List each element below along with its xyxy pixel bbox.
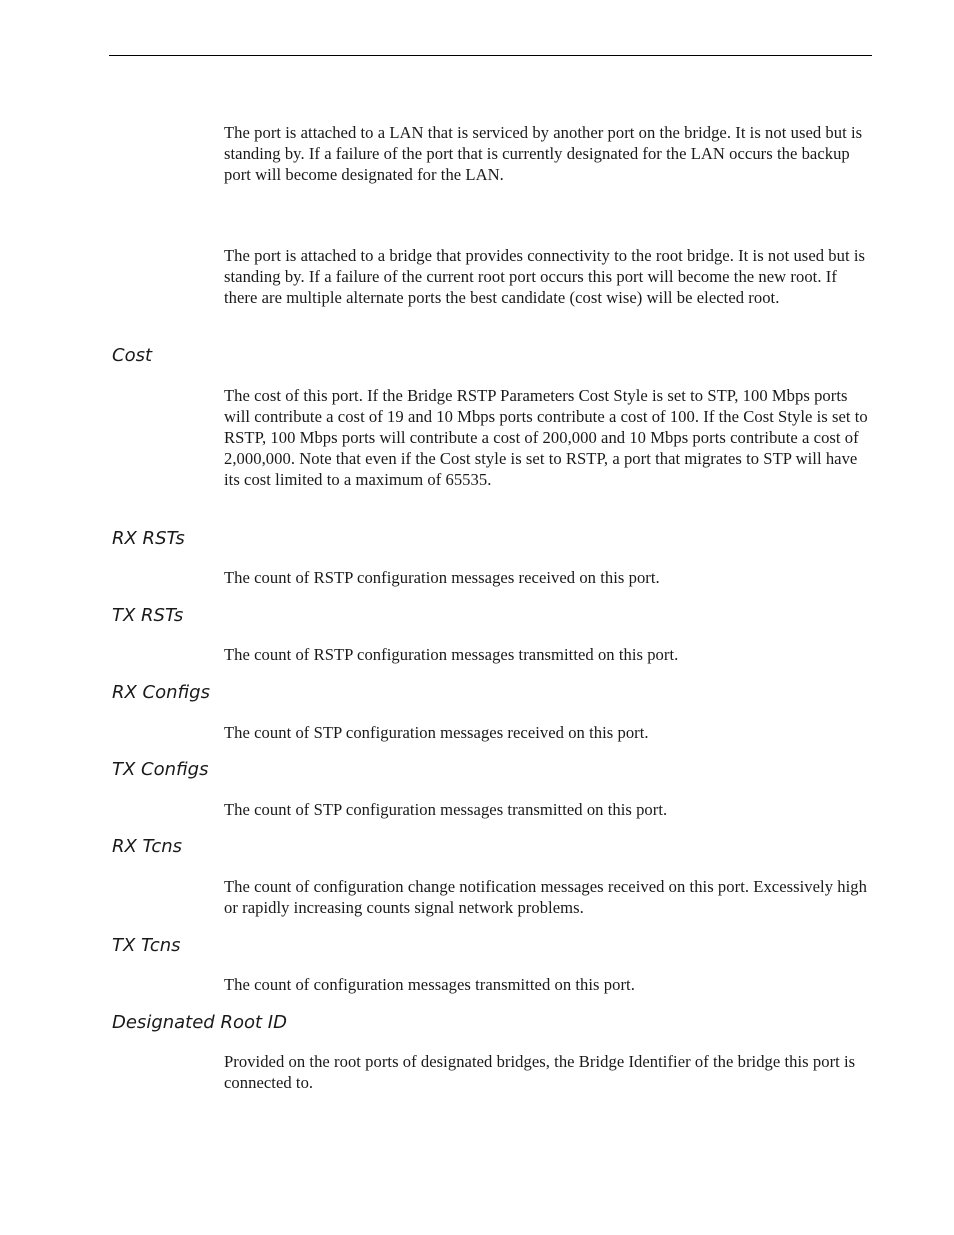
rx-configs-heading: RX Configs	[112, 682, 210, 703]
tx-configs-description: The count of STP configuration messages transmitted on this port.	[224, 800, 668, 819]
header-rule	[109, 55, 872, 56]
tx-tcns-description: The count of configuration messages transmitted on this port.	[224, 975, 635, 994]
backup-port-description: The port is attached to a LAN that is serviced by another port on the bridge. It is not used but is standing by. If a failure of the port that is currently designated for the LAN occurs the backup port will become designated for the LAN.	[224, 123, 863, 184]
tx-rsts-heading: TX RSTs	[112, 605, 184, 626]
rx-tcns-heading: RX Tcns	[112, 836, 183, 857]
rx-rsts-heading: RX RSTs	[112, 528, 185, 549]
rx-configs-description: The count of STP configuration messages received on this port.	[224, 723, 649, 742]
tx-rsts-description: The count of RSTP configuration messages transmitted on this port.	[224, 645, 679, 664]
cost-heading: Cost	[112, 345, 153, 366]
designated-root-id-description: Provided on the root ports of designated bridges, the Bridge Identifier of the bridge this port is connected to.	[224, 1052, 856, 1092]
tx-tcns-heading: TX Tcns	[112, 935, 181, 956]
rx-rsts-description: The count of RSTP configuration messages received on this port.	[224, 568, 660, 587]
tx-configs-heading: TX Configs	[112, 759, 209, 780]
alternate-port-description: The port is attached to a bridge that provides connectivity to the root bridge. It is not used but is standing by. If a failure of the current root port occurs this port will become the new root. If there are multiple alternate ports the best candidate (cost wise) will be elected root.	[224, 246, 865, 307]
cost-description: The cost of this port. If the Bridge RSTP Parameters Cost Style is set to STP, 100 Mbps ports will contribute a cost of 19 and 10 Mbps ports contribute a cost of 100. If the Cost Style is set to RSTP, 100 Mbps ports will contribute a cost of 200,000 and 10 Mbps ports contribute a cost of 2,000,000. Note that even if the Cost style is set to RSTP, a port that migrates to STP will have its cost limited to a maximum of 65535.	[224, 386, 868, 489]
rx-tcns-description: The count of configuration change notification messages received on this port. Excessively high or rapidly increasing counts signal network problems.	[224, 877, 867, 917]
designated-root-id-heading: Designated Root ID	[112, 1012, 287, 1033]
